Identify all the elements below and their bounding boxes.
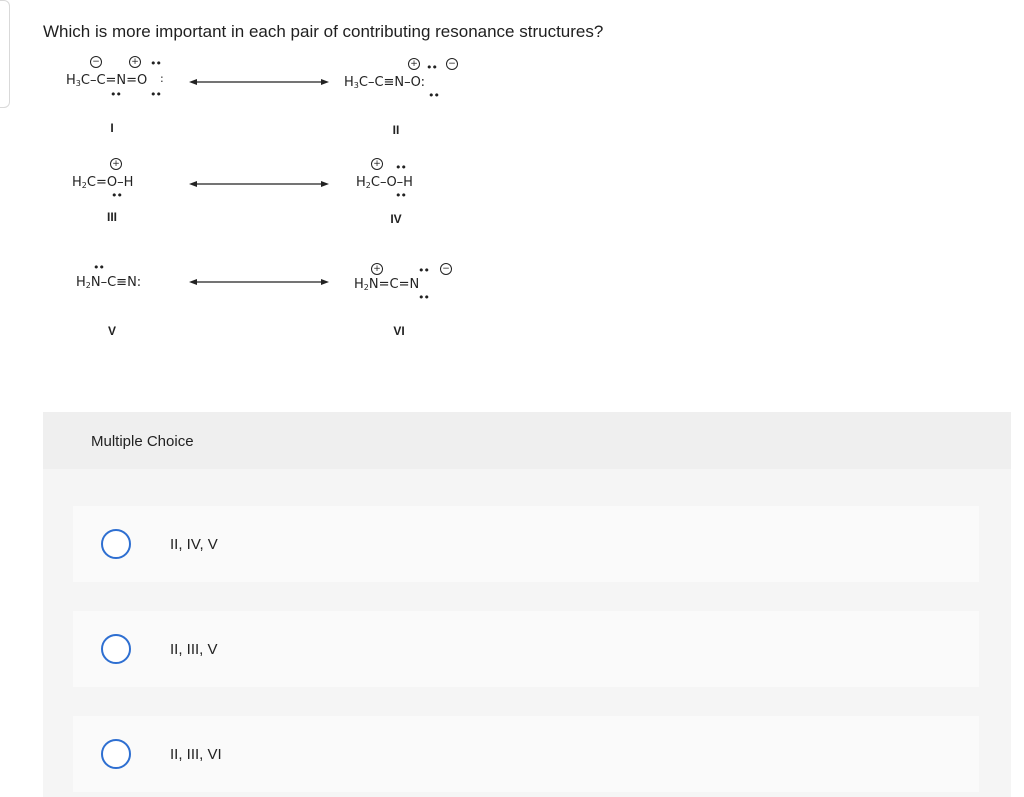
lone-pair-icon: •• (395, 189, 406, 202)
lone-pair-icon: •• (110, 88, 121, 101)
lone-pair-icon: •• (395, 161, 406, 174)
question-text: Which is more important in each pair of contributing resonance structures? (43, 22, 604, 41)
lone-pair-icon: •• (111, 189, 122, 202)
plus-charge-icon: + (110, 158, 122, 170)
label-VI: VI (393, 324, 405, 338)
resonance-arrow-3 (189, 277, 329, 287)
plus-charge-icon: + (371, 263, 383, 275)
minus-charge-icon: − (440, 263, 452, 275)
lone-pair-icon: •• (418, 291, 429, 304)
resonance-arrow-2 (189, 179, 329, 189)
option-label: II, III, V (170, 641, 218, 658)
label-V: V (107, 324, 116, 338)
lone-pair-icon: •• (150, 57, 161, 70)
option-label: II, III, VI (170, 746, 222, 763)
minus-charge-icon: − (90, 56, 102, 68)
radio-button[interactable] (101, 634, 131, 664)
structure-V-formula: $H_2N-C\equiv N$: (76, 275, 142, 290)
lone-pair-icon: •• (150, 88, 161, 101)
label-IV: IV (390, 212, 402, 226)
resonance-arrow-1 (189, 77, 329, 87)
option-2[interactable] (73, 611, 979, 687)
label-III: III (106, 210, 117, 224)
label-I: I (110, 121, 114, 135)
structure-III-formula: $H_2C=O-H$ (72, 175, 134, 190)
lone-pair-icon: •• (93, 261, 104, 274)
radio-button[interactable] (101, 529, 131, 559)
plus-charge-icon: + (129, 56, 141, 68)
left-panel-edge (0, 0, 10, 108)
lone-pair-icon: •• (428, 89, 439, 102)
lone-pair-icon: : (160, 72, 163, 85)
structure-II-formula: $H_3C-C\equiv N-O$: (344, 75, 426, 90)
multiple-choice-title: Multiple Choice (91, 433, 194, 450)
multiple-choice-body (43, 469, 1011, 797)
lone-pair-icon: •• (418, 264, 429, 277)
structure-I-formula: $H_3C-C=N=O$ (66, 73, 148, 88)
lone-pair-icon: •• (426, 61, 437, 74)
minus-charge-icon: − (446, 58, 458, 70)
radio-button[interactable] (101, 739, 131, 769)
label-II: II (392, 123, 400, 137)
multiple-choice-header (43, 412, 1011, 469)
structure-VI-formula: $H_2N=C=N$ (354, 277, 420, 292)
structure-IV-formula: $H_2C-O-H$ (356, 175, 413, 190)
plus-charge-icon: + (408, 58, 420, 70)
plus-charge-icon: + (371, 158, 383, 170)
option-3[interactable] (73, 716, 979, 792)
option-1[interactable] (73, 506, 979, 582)
option-label: II, IV, V (170, 536, 218, 553)
